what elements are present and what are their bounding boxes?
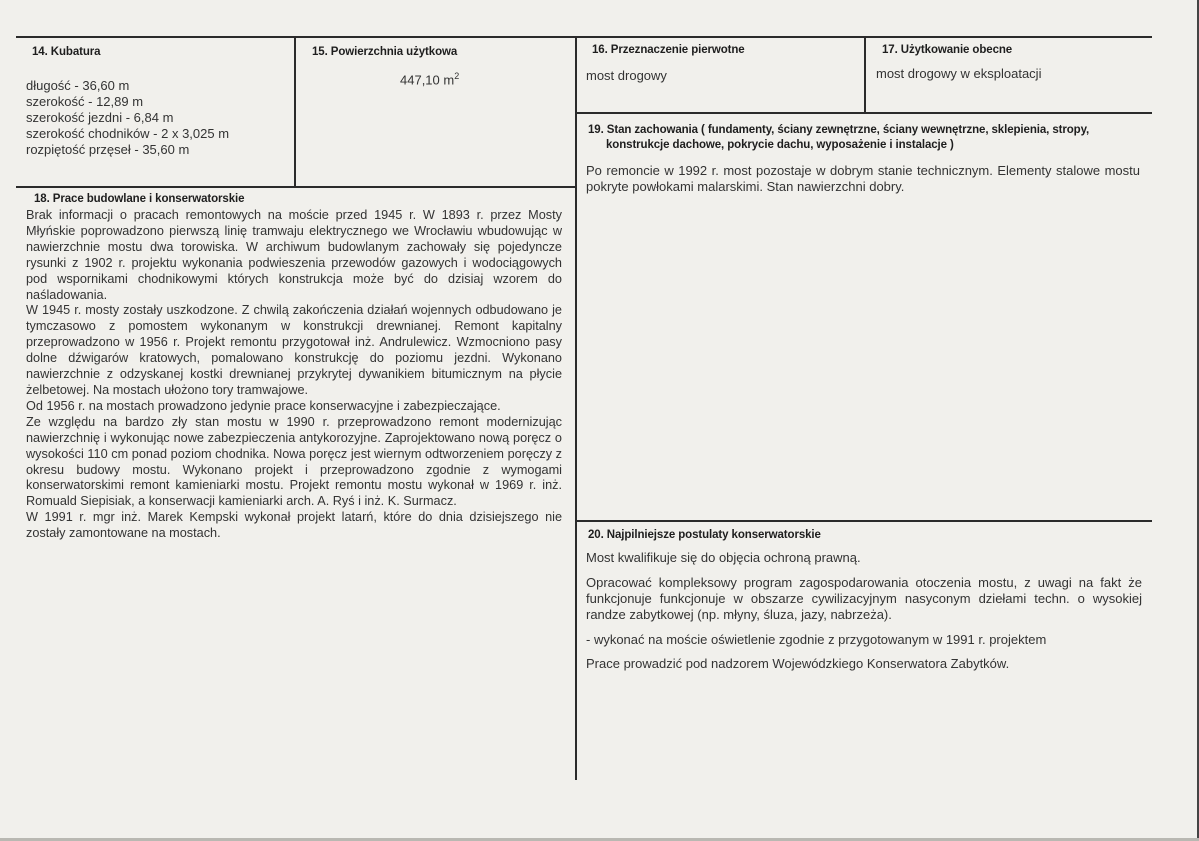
dimension-line: długość - 36,60 m: [26, 78, 130, 93]
field-19-content: Po remoncie w 1992 r. most pozostaje w dobrym stanie technicznym. Elementy stalowe mostu pokryte powłokami malarskimi. Stan nawierzchni dobry.: [586, 163, 1140, 194]
field-15-title: 15. Powierzchnia użytkowa: [312, 46, 458, 58]
paragraph: Od 1956 r. na mostach prowadzono jedynie prace konserwacyjne i zabezpieczające.: [26, 398, 501, 413]
dimension-line: rozpiętość przęseł - 35,60 m: [26, 142, 190, 157]
paragraph: Prace prowadzić pod nadzorem Wojewódzkiego Konserwatora Zabytków.: [586, 656, 1010, 671]
field-17-value: most drogowy w eksploatacji: [876, 66, 1042, 81]
field-16-value: most drogowy: [586, 68, 667, 83]
field-18-content: [26, 208, 562, 542]
field-17-title: 17. Użytkowanie obecne: [882, 44, 1013, 56]
divider-16-17: [864, 36, 866, 112]
divider-14-15: [294, 36, 296, 186]
dimension-line: szerokość chodników - 2 x 3,025 m: [26, 126, 230, 141]
area-unit-superscript: 2: [454, 71, 460, 81]
field-14-content: [26, 78, 229, 158]
top-rule: [16, 36, 1152, 38]
field-19-title-line1: 19. Stan zachowania ( fundamenty, ściany zewnętrzne, ściany wewnętrzne, sklepienia, stropy,: [588, 124, 1090, 136]
field-19-title-line2: konstrukcje dachowe, pokrycie dachu, wyposażenie i instalacje ): [606, 139, 954, 151]
paragraph: Brak informacji o pracach remontowych na moście przed 1945 r. W 1893 r. przez Mosty Młyńskie poprowadzono pierwszą linię tramwaju elektrycznego we Wrocławiu wbudowując w nawierzchnie mostu dwa torowiska. W archiwum budowlanym zachowały się pojedyncze rysunki z 1902 r. projektu wykonania podwieszenia przewodów gazowych i wodociągowych pod wspornikami chodnikowymi których konstrukcja może być do dzisiaj wzorem do naśladowania.: [26, 208, 562, 302]
field-14-title: 14. Kubatura: [32, 46, 101, 58]
paragraph: - wykonać na moście oświetlenie zgodnie z przygotowanym w 1991 r. projektem: [586, 632, 1047, 647]
paragraph: W 1991 r. mgr inż. Marek Kempski wykonał projekt latarń, które do dnia dzisiejszego nie zostały zamontowane na mostach.: [26, 510, 562, 541]
divider-main: [575, 36, 577, 780]
field-20-title: 20. Najpilniejsze postulaty konserwatorskie: [588, 529, 821, 541]
field-16-title: 16. Przeznaczenie pierwotne: [592, 44, 745, 56]
paragraph: Opracować kompleksowy program zagospodarowania otoczenia mostu, z uwagi na fakt że funkcjonuje funkcjonuje w obszarze cywilizacyjnym nasyconym dziełami techn. o wysokiej randze zabytkowej (np. młyny, śluza, jazy, nabrzeża).: [586, 575, 1142, 622]
paragraph: W 1945 r. mosty zostały uszkodzone. Z chwilą zakończenia działań wojennych odbudowano je tymczasowo z pomostem wykonanym w konstrukcji drewnianej. Remont kapitalny przeprowadzono w 1956 r. Projekt remontu przygotował inż. Andrulewicz. Wzmocniono pasy dolne dźwigarów kratowych, pomalowano konstrukcję do poziomu jezdni. Wykonano nawierzchnie z odzyskanej kostki drewnianej przykrytej dywanikiem bitumicznym na płycie żelbetowej. Na mostach ułożono tory tramwajowe.: [26, 303, 562, 397]
field-18-title: 18. Prace budowlane i konserwatorskie: [34, 193, 245, 205]
rule-under-14-15: [16, 186, 576, 188]
field-20-content: [586, 550, 1142, 672]
dimension-line: szerokość jezdni - 6,84 m: [26, 110, 174, 125]
dimension-line: szerokość - 12,89 m: [26, 94, 144, 109]
rule-above-20: [575, 520, 1152, 522]
rule-under-16-17: [575, 112, 1152, 114]
field-15-value: [400, 68, 459, 88]
paragraph: Ze względu na bardzo zły stan mostu w 1990 r. przeprowadzono remont modernizując nawierzchnię i wykonując nowe zabezpieczenia antykorozyjne. Zaprojektowano nową poręcz o wysokości 110 cm ponad poziom chodnika. Nowa poręcz jest wiernym odtworzeniem poręczy z okresu budowy mostu. Wykonano projekt i przeprowadzono zgodnie z wymogami konserwatorskimi remont kamieniarki mostu. Projekt remontu mostu wykonał w 1969 r. inż. Romuald Siepisiak, a konserwacji kamieniarki arch. A. Ryś i inż. K. Surmacz.: [26, 414, 562, 509]
paragraph: Most kwalifikuje się do objęcia ochroną prawną.: [586, 550, 861, 565]
area-value: 447,10 m: [400, 72, 455, 88]
